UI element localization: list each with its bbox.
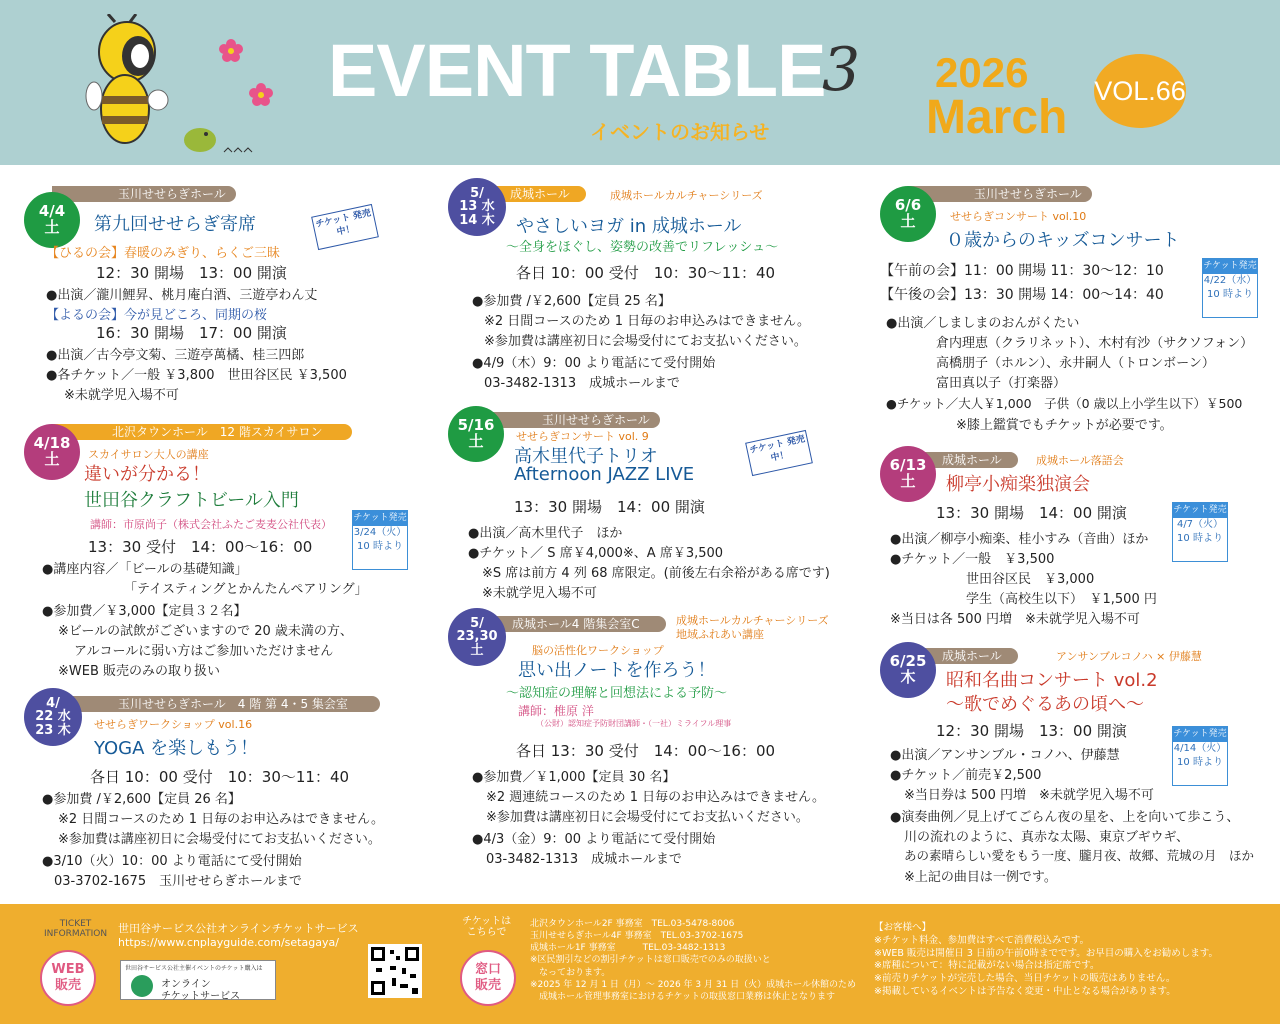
time-text: 【午後の会】13：30 開場 14：00～14：40: [880, 287, 1164, 303]
date-badge: 5/ 23,30 土: [448, 608, 506, 666]
time-text: 各日 13：30 受付 14：00～16：00: [516, 742, 776, 760]
date-badge: 6/13 土: [880, 446, 936, 502]
detail-line: あの素晴らしい愛をもう一度、朧月夜、故郷、荒城の月 ほか: [904, 848, 1255, 863]
flower-icon: [248, 82, 274, 108]
date-badge: 5/ 13 水 14 木: [448, 178, 506, 236]
footer: [0, 904, 1280, 1024]
note: ※未就学児入場不可: [64, 388, 179, 403]
performers: ●出演／瀧川鯉昇、桃月庵白酒、三遊亭わん丈: [46, 288, 318, 303]
time-text: 13：30 開場 14：00 開演: [514, 498, 705, 516]
time-text: 【午前の会】11：00 開場 11：30～12：10: [880, 263, 1164, 279]
detail-line: アルコールに弱い方はご参加いただけません: [74, 644, 334, 659]
event-series: アンサンブルコノハ × 伊藤慧: [1056, 650, 1202, 663]
detail-line: 川の流れのように、真赤な太陽、東京ブギウギ、: [904, 830, 1189, 845]
ticket-info-label: TICKET INFORMATION: [44, 919, 108, 939]
page-subtitle: イベントのお知らせ: [590, 120, 770, 144]
detail-line: ※2 日間コースのため 1 日毎のお申込みはできません。: [58, 812, 384, 827]
venue-bar: 成城ホール: [476, 186, 586, 202]
session-label: 【ひるの会】春暖のみぎり、らくご三昧: [46, 246, 281, 261]
date-badge: 4/4 土: [24, 192, 80, 248]
header: [0, 0, 1280, 165]
detail-line: ●チケット／ S 席￥4,000※、A 席￥3,500: [468, 546, 724, 561]
detail-line: ※当日券は 500 円増 ※未就学児入場不可: [904, 788, 1154, 803]
event-series: せせらぎコンサート vol.10: [950, 210, 1087, 223]
customer-notes: 【お客様へ】 ※チケット料金、参加費はすべて消費税込みです。 ※WEB 販売は開催日 3 日前の午前0時までです。お早目の購入をお勧めします。 ※席種について：特に記載がない場合は指定席です。 ※前売りチケットが完売した場合、当日チケットの販売はありません。 ※掲載しているイベントは予告なく変更・中止となる場合があります。: [874, 922, 1219, 998]
detail-line: ※S 席は前方 4 列 68 席限定。(前後左右余裕がある席です): [482, 566, 830, 581]
time-text: 各日 10：00 受付 10：30～11：40: [516, 264, 776, 282]
lecturer: 講師：椎原 洋: [518, 704, 594, 718]
bird-icon: [180, 122, 270, 162]
time-text: 16：30 開場 17：00 開演: [96, 324, 287, 342]
event-title: 思い出ノートを作ろう！: [518, 660, 716, 681]
detail-line: ※当日は各 500 円増 ※未就学児入場不可: [890, 612, 1140, 627]
detail-line: ●演奏曲例／見上げてごらん夜の星を、上を向いて歩こう、: [890, 810, 1240, 825]
event-subtitle: ～認知症の理解と回想法による予防～: [506, 686, 728, 701]
venue-bar: 玉川せせらぎホール: [908, 186, 1092, 202]
detail-line: ※WEB 販売のみの取り扱い: [58, 664, 221, 679]
event-title: ０歳からのキッズコンサート: [946, 230, 1180, 251]
detail-line: 世田谷区民 ￥3,000: [966, 572, 1095, 587]
detail-line: ※参加費は講座初日に会場受付にてお支払いください。: [58, 832, 381, 847]
time-text: 13：30 受付 14：00～16：00: [88, 538, 313, 556]
detail-line: ●参加費／￥1,000【定員 30 名】: [472, 770, 676, 785]
detail-line: ●出演／柳亭小痴楽、桂小すみ（音曲）ほか: [890, 532, 1149, 547]
detail-line: 03-3482-1313 成城ホールまで: [486, 852, 682, 867]
event-series: 成城ホールカルチャーシリーズ: [610, 189, 763, 202]
event-title: 昭和名曲コンサート vol.2: [946, 670, 1158, 691]
event-title-line2: Afternoon JAZZ LIVE: [514, 464, 695, 485]
venue-bar: 玉川せせらぎホール: [52, 186, 236, 202]
event-series: せせらぎコンサート vol. 9: [516, 430, 649, 443]
detail-line: 富田真以子（打楽器）: [936, 376, 1067, 391]
year: 2026: [935, 49, 1029, 96]
venue-bar: 北沢タウンホール 12 階スカイサロン: [52, 424, 352, 440]
event-series: 成城ホール落語会: [1036, 454, 1124, 467]
detail-line: ●チケット／前売￥2,500: [890, 768, 1042, 783]
on-sale-stamp: チケット 発売中！: [745, 430, 813, 476]
banner-caption: 世田谷サービス公社主催イベントのチケット購入は: [125, 965, 263, 972]
event-title: 違いが分かる！: [84, 464, 210, 485]
ticket-release-box: チケット発売 4/7（火） 10 時より: [1172, 502, 1228, 562]
venue-bar: 成城ホール: [908, 452, 1018, 468]
detail-line: ※2 週連続コースのため 1 日毎のお申込みはできません。: [486, 790, 825, 805]
date-badge: 4/ 22 水 23 木: [24, 688, 82, 746]
counter-label: チケットは こちらで: [462, 916, 512, 938]
on-sale-stamp: チケット 発売中！: [311, 204, 379, 250]
detail-line: ●4/9（木）9：00 より電話にて受付開始: [472, 356, 716, 371]
venue-bar: 玉川せせらぎホール 4 階 第 4・5 集会室: [52, 696, 380, 712]
detail-line: 「テイスティングとかんたんペアリング」: [124, 582, 368, 597]
detail-line: ※2 日間コースのため 1 日毎のお申込みはできません。: [484, 314, 810, 329]
detail-line: ●参加費 /￥2,600【定員 25 名】: [472, 294, 671, 309]
lecturer: 講師：市原尚子（株式会社ふたご麦麦公社代表）: [90, 518, 332, 531]
detail-line: ●チケット／一般 ￥3,500: [890, 552, 1055, 567]
event-subtitle: ～全身をほぐし、姿勢の改善でリフレッシュ～: [506, 240, 779, 255]
online-ticket-url[interactable]: https://www.cnplayguide.com/setagaya/: [118, 936, 339, 949]
detail-line: ※膝上鑑賞でもチケットが必要です。: [956, 418, 1173, 433]
banner-line1: オンライン: [161, 979, 211, 990]
counter-sales-badge[interactable]: 窓口 販売: [460, 950, 516, 1006]
event-series: 成城ホールカルチャーシリーズ: [676, 614, 829, 627]
date-badge: 6/25 木: [880, 642, 936, 698]
event-title: 高木里代子トリオ: [514, 446, 658, 467]
detail-line: ●出演／しましまのおんがくたい: [886, 316, 1080, 331]
detail-line: ●参加費 /￥2,600【定員 26 名】: [42, 792, 241, 807]
time-text: 13：30 開場 14：00 開演: [936, 504, 1127, 522]
date-badge: 4/18 土: [24, 424, 80, 480]
ticket-release-box: チケット発売 4/22（水） 10 時より: [1202, 258, 1258, 318]
flower-icon: [218, 38, 244, 64]
detail-line: ●出演／高木里代子 ほか: [468, 526, 623, 541]
bee-mascot-icon: [80, 14, 190, 159]
detail-line: 倉内理恵（クラリネット）、木村有沙（サクソフォン）: [936, 336, 1254, 351]
event-series: スカイサロン大人の講座: [88, 448, 209, 461]
ticket-price: ●各チケット／一般 ￥3,800 世田谷区民 ￥3,500: [46, 368, 347, 383]
month: March: [926, 91, 1068, 144]
event-series: せせらぎワークショップ vol.16: [94, 718, 253, 731]
detail-line: ●チケット／大人￥1,000 子供（0 歳以上小学生以下）￥500: [886, 396, 1243, 411]
detail-line: ※未就学児入場不可: [482, 586, 597, 601]
office-info: 北沢タウンホール2F 事務室 TEL.03-5478-8006 玉川せせらぎホール4F 事務室 TEL.03-3702-1675 成城ホール1F 事務室 TEL.03-3482-1313 ※区民割引などの割引チケットは窓口販売でのみの取扱いと なっております。 ※2025 年 12 月 1 日（月）～ 2026 年 3 月 31 日（火）成城ホール休館のため 成城ホール管理事務室におけるチケットの取扱窓口業務は休止となります: [530, 919, 856, 1002]
detail-line: ●講座内容／「ビールの基礎知識」: [42, 562, 248, 577]
detail-line: 高橋朋子（ホルン）、永井嗣人（トロンボーン）: [936, 356, 1215, 371]
detail-line: 03-3482-1313 成城ホールまで: [484, 376, 680, 391]
detail-line: ※上記の曲目は一例です。: [904, 870, 1057, 885]
online-ticket-banner[interactable]: [120, 960, 276, 1000]
detail-line: ※参加費は講座初日に会場受付にてお支払いください。: [484, 334, 807, 349]
venue-bar: 成城ホール4 階集会室C: [476, 616, 666, 632]
event-series: 地域ふれあい講座: [676, 628, 764, 641]
detail-line: ●参加費／￥3,000【定員３２名】: [42, 604, 247, 619]
detail-line: 03-3702-1675 玉川せせらぎホールまで: [54, 874, 302, 889]
detail-line: ●4/3（金）9：00 より電話にて受付開始: [472, 832, 716, 847]
event-series: 脳の活性化ワークショップ: [532, 644, 664, 657]
date-badge: 5/16 土: [448, 406, 504, 462]
ticket-release-box: チケット発売 3/24（火） 10 時より: [352, 510, 408, 570]
page-title: EVENT TABLE: [328, 29, 826, 112]
month-number: 3: [822, 35, 861, 105]
session-label: 【よるの会】今が見どころ、同期の桜: [46, 308, 268, 323]
detail-line: 学生（高校生以下） ￥1,500 円: [966, 592, 1157, 607]
globe-icon: [131, 975, 153, 997]
event-title: やさしいヨガ in 成城ホール: [516, 216, 742, 237]
event-title-line2: 世田谷クラフトビール入門: [84, 490, 299, 511]
ticket-release-box: チケット発売 4/14（火） 10 時より: [1172, 726, 1228, 786]
banner-line2: チケットサービス: [161, 991, 241, 1002]
time-text: 各日 10：00 受付 10：30～11：40: [90, 768, 350, 786]
online-ticket-title: 世田谷サービス公社オンラインチケットサービス: [118, 922, 359, 935]
detail-line: ●出演／アンサンブル・コノハ、伊藤慧: [890, 748, 1120, 763]
event-title-line2: ～歌でめぐるあの頃へ～: [946, 694, 1144, 715]
event-title: 第九回せせらぎ寄席: [94, 214, 256, 235]
detail-line: ●3/10（火）10：00 より電話にて受付開始: [42, 854, 302, 869]
web-sales-badge[interactable]: WEB 販売: [40, 950, 96, 1006]
time-text: 12：30 開場 13：00 開演: [96, 264, 287, 282]
volume-badge: VOL.66: [1094, 54, 1186, 128]
performers: ●出演／古今亭文菊、三遊亭萬橘、桂三四郎: [46, 348, 305, 363]
date-badge: 6/6 土: [880, 186, 936, 242]
venue-bar: 玉川せせらぎホール: [476, 412, 660, 428]
detail-line: ※参加費は講座初日に会場受付にてお支払いください。: [486, 810, 809, 825]
event-title: YOGA を楽しもう！: [94, 738, 259, 759]
qr-code-icon[interactable]: [368, 944, 422, 998]
venue-bar: 成城ホール: [908, 648, 1018, 664]
lecturer: （公財）認知症予防財団講師・（一社）ミライフル理事: [536, 719, 732, 728]
time-text: 12：30 開場 13：00 開演: [936, 722, 1127, 740]
event-title: 柳亭小痴楽独演会: [946, 474, 1090, 495]
detail-line: ※ビールの試飲がございますので 20 歳未満の方、: [58, 624, 353, 639]
